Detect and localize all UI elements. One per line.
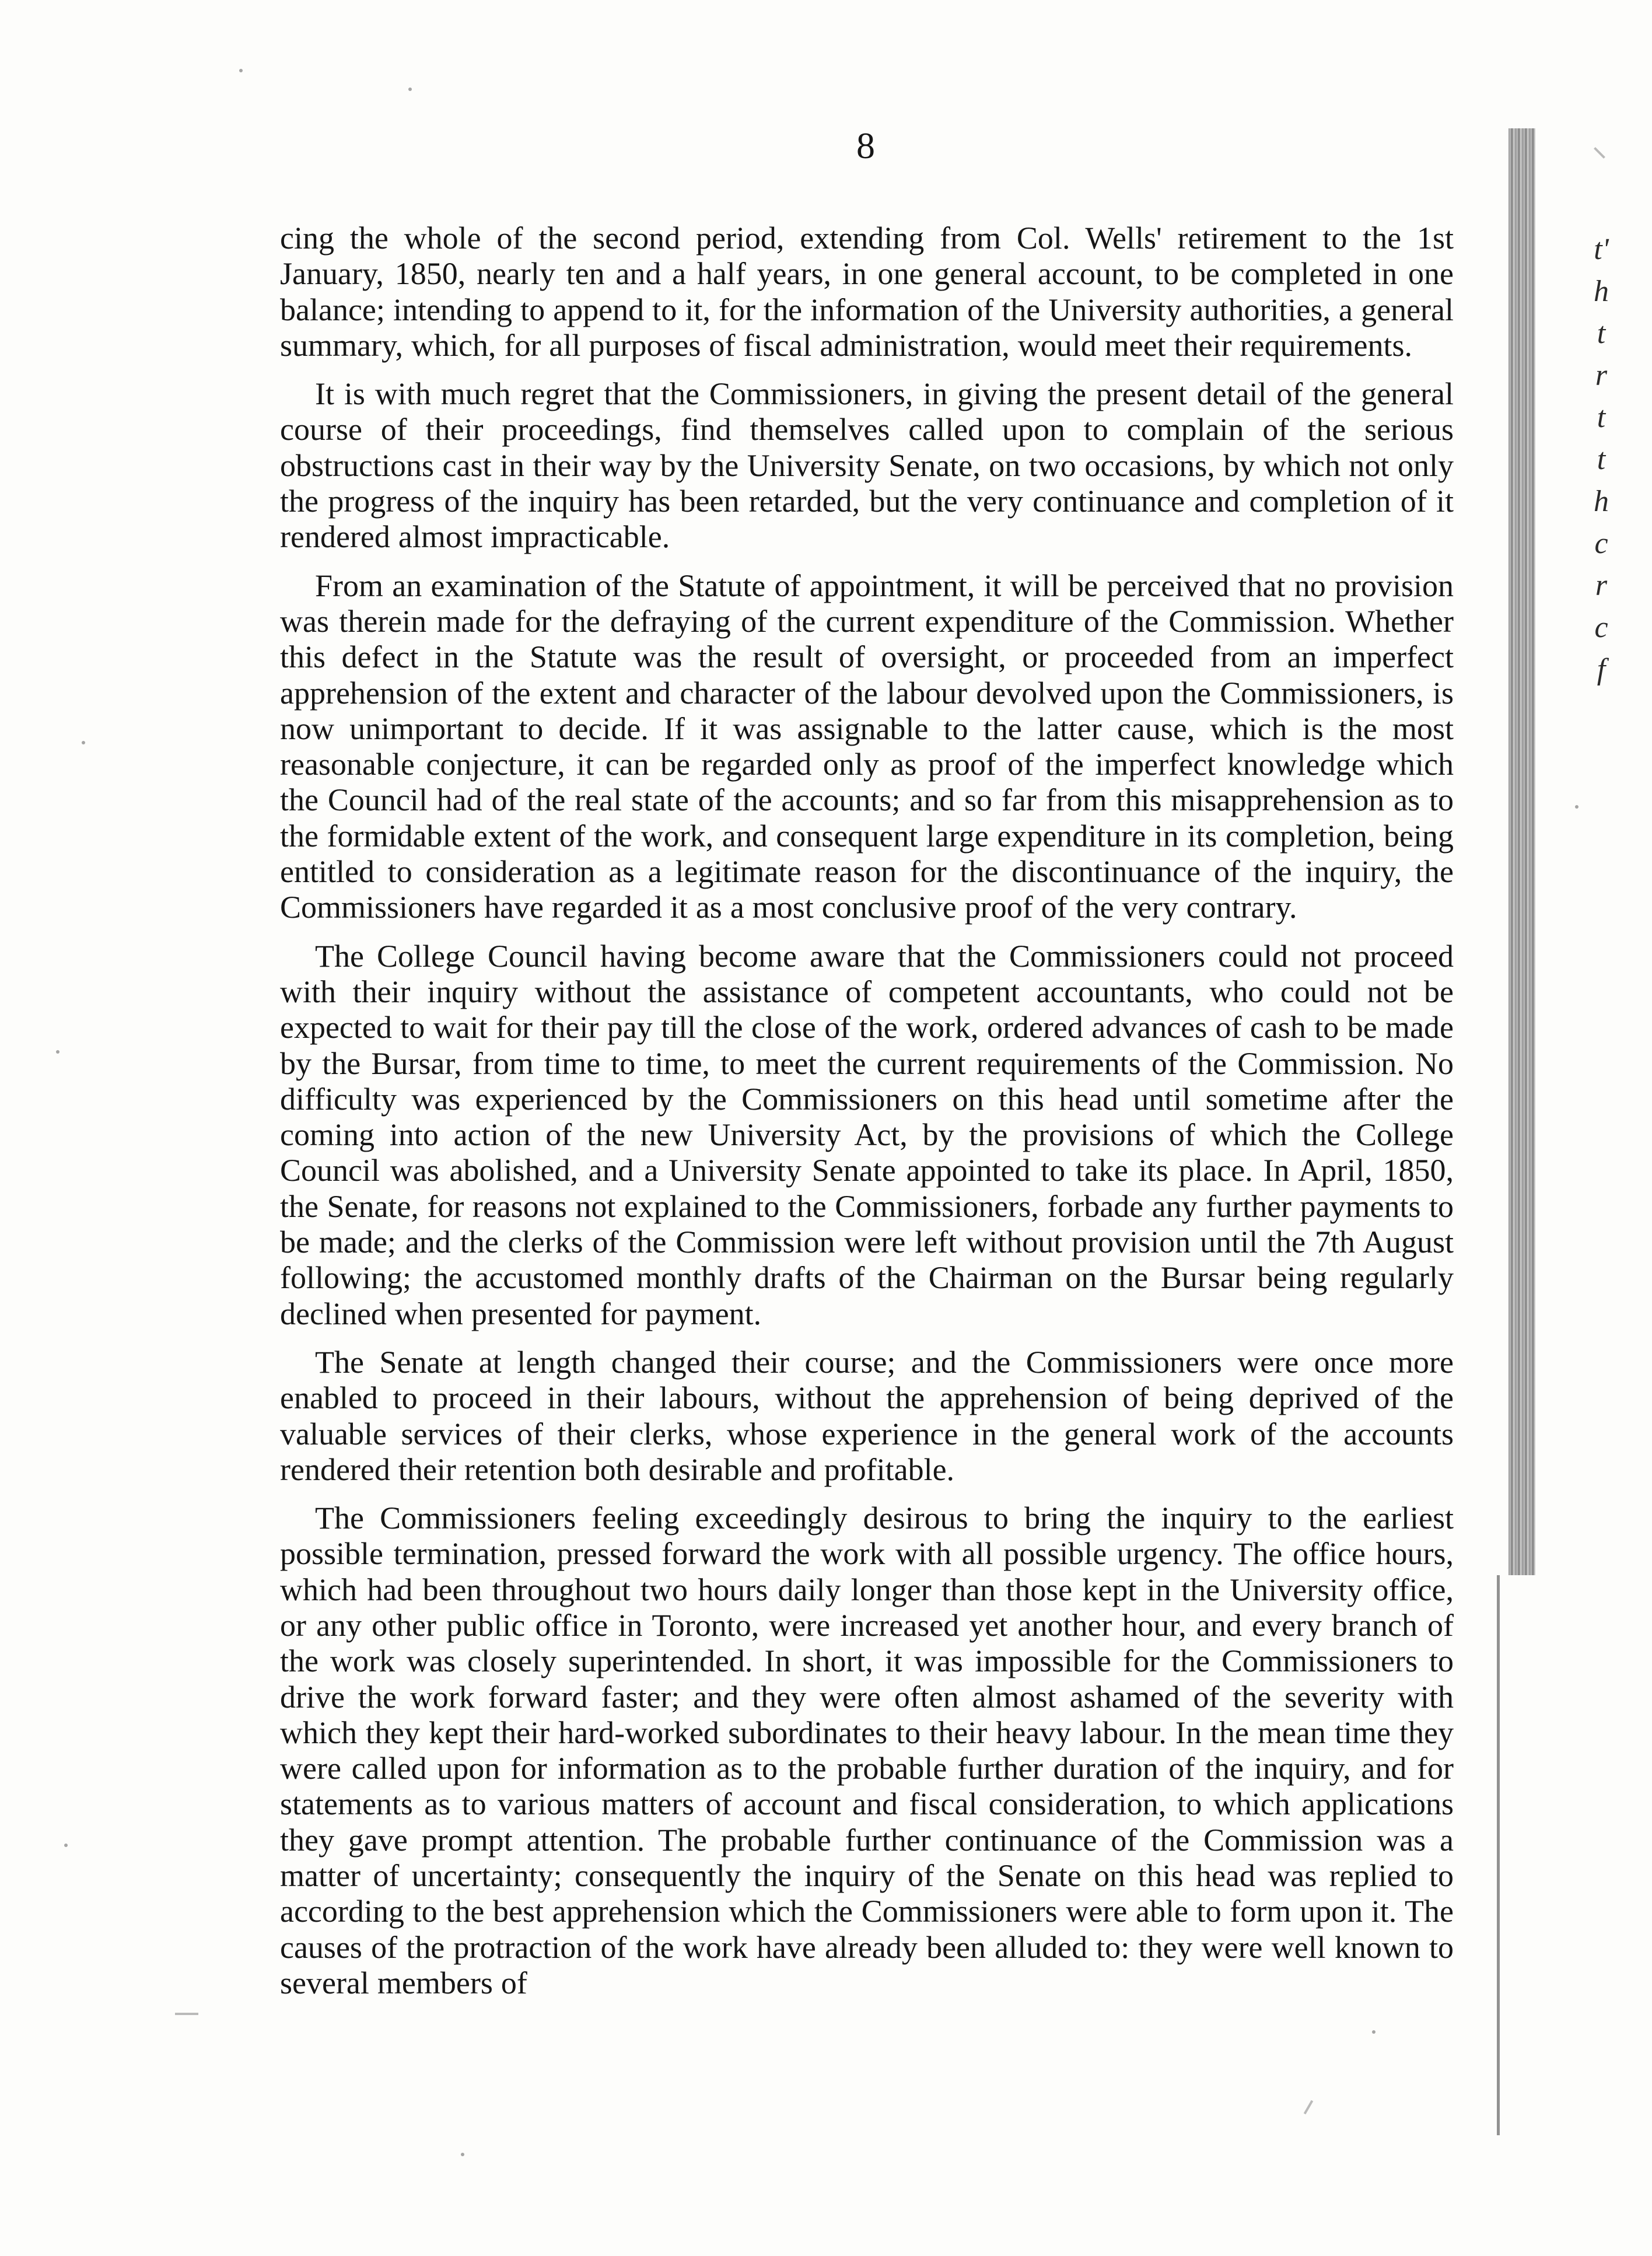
- margin-letter: t': [1594, 233, 1609, 266]
- margin-letter: f: [1597, 653, 1606, 686]
- paragraph-4: The College Council having become aware that the Commissioners could not proceed with their inquiry without the assistance of competent accountants, who could not be expected to wait for their pay till the close of the work, ordered advances of cash to be made by the Bursar, from time to time, to meet the current requirements of the Commission. No difficulty was experienced by the Commissioners on this head until sometime after the coming into action of the new University Act, by the provisions of which the College Council was abolished, and a University Senate appointed to take its place. In April, 1850, the Senate, for reasons not explained to the Commissioners, forbade any further payments to be made; and the clerks of the Commission were left without provision until the 7th August following; the accustomed monthly drafts of the Chairman on the Bursar being regularly declined when presented for payment.: [280, 938, 1454, 1331]
- margin-letter: h: [1594, 485, 1609, 518]
- scan-speck: [1372, 2030, 1376, 2034]
- scan-speck: [239, 69, 243, 72]
- scan-speck: [461, 2153, 464, 2156]
- scan-mark: [1304, 2100, 1313, 2115]
- scan-speck: [1575, 805, 1578, 809]
- scan-mark: [1594, 147, 1605, 159]
- binding-edge-line: [1491, 1575, 1500, 2135]
- paragraph-3: From an examination of the Statute of appointment, it will be perceived that no provision was therein made for the defraying of the current expenditure of the Commission. Whether this defect in the Statute was the result of oversight, or proceeded from an imperfect apprehension of the extent and character of the labour devolved upon the Commissioners, is now unimportant to decide. If it was assignable to the latter cause, which is the most reasonable conjecture, it can be regarded only as proof of the imperfect knowledge which the Council had of the real state of the accounts; and so far from this misapprehension as to the formidable extent of the work, and consequent large expenditure in its completion, being entitled to consideration as a legitimate reason for the discontinuance of the inquiry, the Commissioners have regarded it as a most conclusive proof of the very contrary.: [280, 568, 1454, 925]
- margin-letter: t: [1597, 401, 1606, 434]
- margin-letter: c: [1594, 527, 1608, 560]
- paragraph-1: cing the whole of the second period, extending from Col. Wells' retirement to the 1st January, 1850, nearly ten and a half years, in one general account, to be completed in one balance; intending to append to it, for the information of the University authorities, a general summary, which, for all purposes of fiscal administration, would meet their requirements.: [280, 221, 1454, 363]
- paragraph-6: The Commissioners feeling exceedingly desirous to bring the inquiry to the earliest possible termination, pressed forward the work with all possible urgency. The office hours, which had been throughout two hours daily longer than those kept in the University office, or any other public office in Toronto, were increased yet another hour, and every branch of the work was closely superintended. In short, it was impossible for the Commissioners to drive the work forward faster; and they were often almost ashamed of the severity with which they kept their hard-worked subordinates to their heavy labour. In the mean time they were called upon for information as to the probable further duration of the inquiry, and for statements as to various matters of account and fiscal consideration, to which applications they gave prompt attention. The probable further continuance of the Commission was a matter of uncertainty; consequently the inquiry of the Senate on this head was replied to according to the best apprehension which the Commissioners were able to form upon it. The causes of the protraction of the work have already been alluded to: they were well known to several members of: [280, 1500, 1454, 2000]
- scan-speck: [56, 1050, 60, 1054]
- margin-letter: h: [1594, 275, 1609, 308]
- margin-letter: t: [1597, 317, 1606, 350]
- binding-edge-shadow: [1508, 128, 1535, 1575]
- margin-letter: c: [1594, 611, 1608, 644]
- body-text: [280, 221, 1454, 2014]
- scan-mark: [175, 2013, 198, 2015]
- scan-speck: [408, 88, 412, 91]
- paragraph-5: The Senate at length changed their course; and the Commissioners were once more enabled to proceed in their labours, without the apprehension of being deprived of the valuable services of their clerks, whose experience in the general work of the accounts rendered their retention both desirable and profitable.: [280, 1344, 1454, 1487]
- scan-speck: [82, 741, 85, 744]
- facing-page-bleed-letters: [1575, 229, 1628, 691]
- margin-letter: t: [1597, 443, 1606, 476]
- margin-letter: r: [1595, 569, 1608, 602]
- page-number: 8: [856, 125, 875, 166]
- scan-speck: [64, 1844, 68, 1847]
- margin-letter: r: [1595, 359, 1608, 392]
- paragraph-2: It is with much regret that the Commissioners, in giving the present detail of the general course of their proceedings, find themselves called upon to complain of the serious obstructions cast in their way by the University Senate, on two occasions, by which not only the progress of the inquiry has been retarded, but the very continuance and completion of it rendered almost impracticable.: [280, 376, 1454, 555]
